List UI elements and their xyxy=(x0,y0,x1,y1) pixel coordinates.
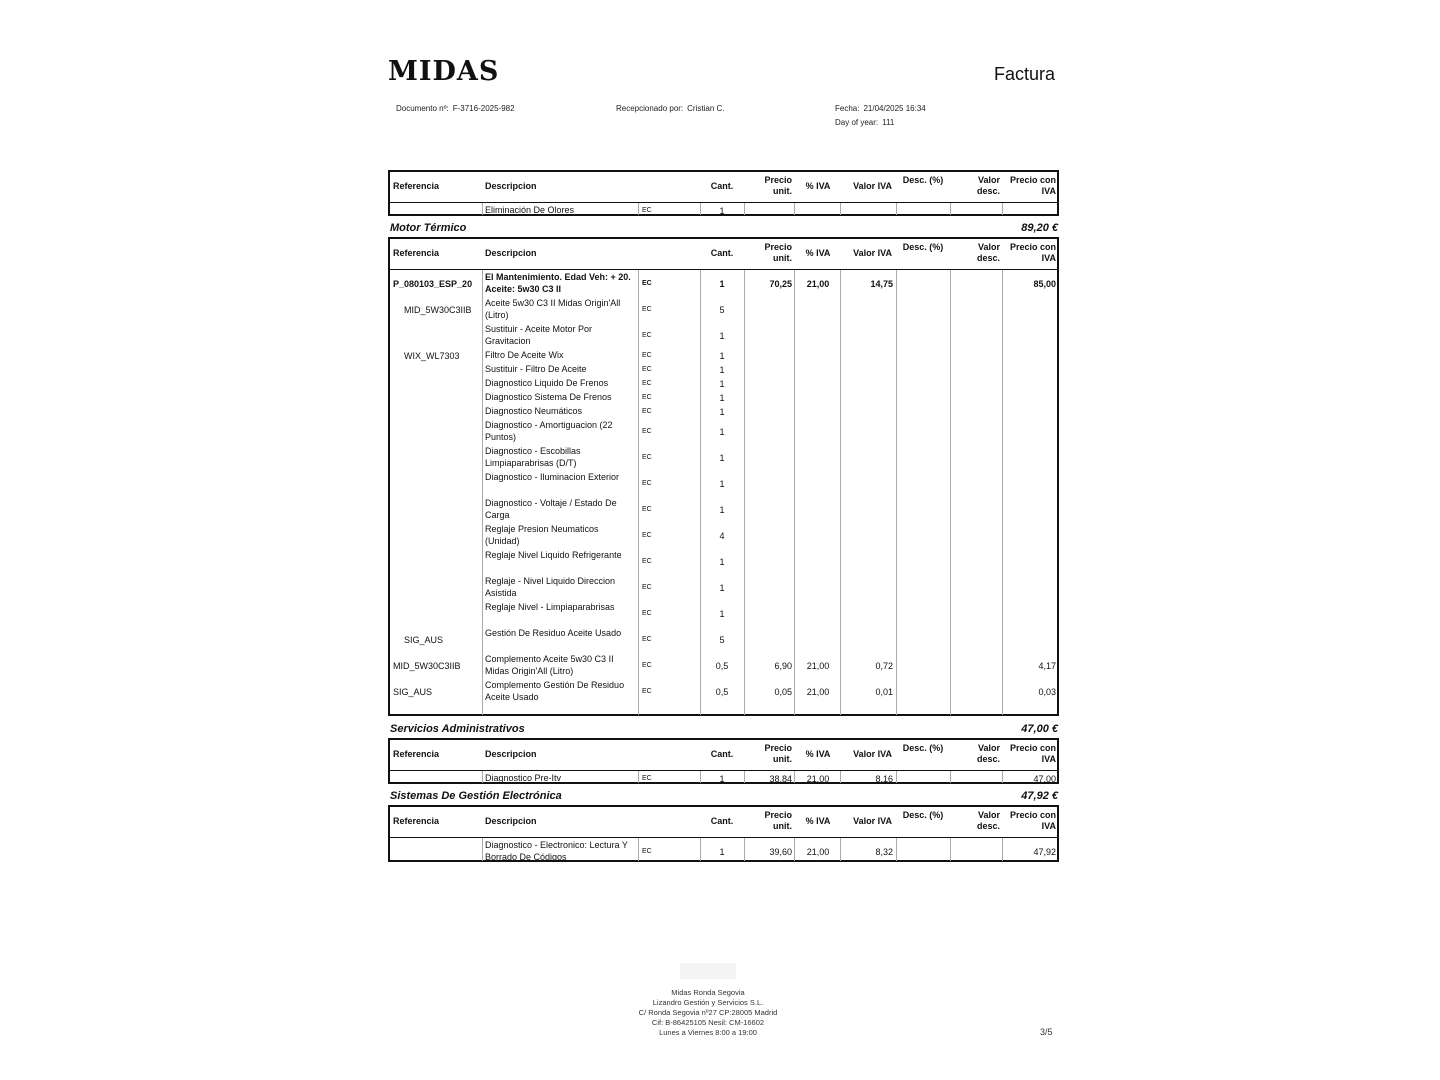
cell-qty: 1 xyxy=(719,774,725,784)
cell-pu: 0,05 xyxy=(774,687,792,697)
cell-qty: 1 xyxy=(719,453,725,463)
table-row xyxy=(390,497,1057,523)
table-row xyxy=(390,323,1057,349)
cell-qty: 1 xyxy=(719,393,725,403)
cell-ec: EC xyxy=(642,280,652,287)
cell-total: 85,00 xyxy=(1033,279,1056,289)
cell-desc: Sustituir - Filtro De Aceite xyxy=(485,364,587,374)
cell-desc: Aceite 5w30 C3 II Midas Origin'All (Litro) xyxy=(485,298,621,320)
table-row xyxy=(390,377,1057,391)
items-table-admin xyxy=(388,738,1059,784)
cell-desc: Reglaje Presion Neumaticos (Unidad) xyxy=(485,524,599,546)
table-body xyxy=(390,838,1057,861)
cell-ec: EC xyxy=(642,688,652,695)
column-header-vat-pct: % IVA xyxy=(805,749,831,759)
table-row xyxy=(390,679,1057,705)
cell-ref: WIX_WL7303 xyxy=(404,351,460,361)
cell-ec: EC xyxy=(642,207,652,214)
table-header xyxy=(390,807,1057,838)
cell-desc: Diagnostico - Escobillas Limpiaparabrisas (D/T) xyxy=(485,446,581,468)
column-header-vat-value: Valor IVA xyxy=(853,248,892,258)
column-header-total: Precio con IVA xyxy=(1009,810,1056,831)
cell-desc: Complemento Gestión De Residuo Aceite Usado xyxy=(485,680,625,702)
footer-line: Lunes a Viernes 8:00 a 19:00 xyxy=(659,1028,757,1037)
cell-qty: 1 xyxy=(719,351,725,361)
cell-qty: 1 xyxy=(719,331,725,341)
footer-address xyxy=(560,988,856,1038)
cell-qty: 1 xyxy=(719,365,725,375)
column-header-qty: Cant. xyxy=(710,749,734,759)
cell-ec: EC xyxy=(642,454,652,461)
cell-desc: Complemento Aceite 5w30 C3 II Midas Origin'All (Litro) xyxy=(485,654,614,676)
cell-qty: 1 xyxy=(719,379,725,389)
table-header xyxy=(390,239,1057,270)
column-header-vat-value: Valor IVA xyxy=(853,749,892,759)
column-header-unit-price: Precio unit. xyxy=(764,810,792,831)
invoice-date-label: Fecha: xyxy=(835,104,860,113)
cell-qty: 1 xyxy=(719,609,725,619)
cell-desc: Diagnostico - Amortiguacion (22 Puntos) xyxy=(485,420,613,442)
table-row xyxy=(390,297,1057,323)
table-row xyxy=(390,575,1057,601)
column-header-ref: Referencia xyxy=(393,181,440,191)
table-row xyxy=(390,627,1057,653)
cell-ec: EC xyxy=(642,610,652,617)
footer-line: C/ Ronda Segovia nº27 CP:28005 Madrid xyxy=(638,1008,778,1017)
cell-ref: MID_5W30C3IIB xyxy=(404,305,472,315)
cell-desc: Reglaje - Nivel Liquido Direccion Asistida xyxy=(485,576,616,598)
cell-qty: 1 xyxy=(719,206,725,216)
cell-ec: EC xyxy=(642,532,652,539)
cell-ec: EC xyxy=(642,506,652,513)
page-number: 3/5 xyxy=(1040,1027,1053,1037)
column-header-vat-value: Valor IVA xyxy=(853,181,892,191)
cell-pu: 6,90 xyxy=(774,661,792,671)
cell-qty: 1 xyxy=(719,557,725,567)
cell-ec: EC xyxy=(642,332,652,339)
cell-qty: 0,5 xyxy=(715,687,729,697)
invoice-date-value: 21/04/2025 16:34 xyxy=(863,104,926,113)
cell-viva: 0,72 xyxy=(875,661,893,671)
cell-total: 47,00 xyxy=(1033,774,1056,784)
received-by-value: Cristian C. xyxy=(687,104,725,113)
column-header-unit-price: Precio unit. xyxy=(764,242,792,263)
cell-ec: EC xyxy=(642,558,652,565)
table-row xyxy=(390,471,1057,497)
cell-ref: SIG_AUS xyxy=(404,635,444,645)
column-header-disc-value: Valor desc. xyxy=(976,242,1000,263)
section-total-admin: 47,00 € xyxy=(1021,723,1058,735)
footer-logo-watermark xyxy=(680,963,736,979)
cell-viva: 8,16 xyxy=(875,774,893,784)
cell-viva: 14,75 xyxy=(870,279,893,289)
cell-qty: 1 xyxy=(719,505,725,515)
cell-desc: Sustituir - Aceite Motor Por Gravitacion xyxy=(485,324,593,346)
cell-iva: 21,00 xyxy=(806,279,830,289)
cell-desc: El Mantenimiento. Edad Veh: + 20. Aceite: 5w30 C3 II xyxy=(485,272,631,294)
cell-iva: 21,00 xyxy=(806,774,830,784)
table-row xyxy=(390,653,1057,679)
table-body xyxy=(390,270,1057,715)
cell-iva: 21,00 xyxy=(806,847,830,857)
cell-iva: 21,00 xyxy=(806,687,830,697)
table-row xyxy=(390,204,1057,218)
column-header-total: Precio con IVA xyxy=(1009,175,1056,196)
cell-ec: EC xyxy=(642,366,652,373)
cell-desc: Eliminación De Olores xyxy=(485,205,575,215)
cell-qty: 1 xyxy=(719,407,725,417)
column-header-qty: Cant. xyxy=(710,248,734,258)
cell-desc: Reglaje Nivel - Limpiaparabrisas xyxy=(485,602,615,612)
cell-total: 47,92 xyxy=(1033,847,1056,857)
column-header-vat-pct: % IVA xyxy=(805,248,831,258)
cell-pu: 39,60 xyxy=(769,847,792,857)
table-row xyxy=(390,405,1057,419)
cell-ec: EC xyxy=(642,380,652,387)
section-total-motor: 89,20 € xyxy=(1021,222,1058,234)
cell-desc: Gestión De Residuo Aceite Usado xyxy=(485,628,622,638)
cell-pu: 38,84 xyxy=(769,774,792,784)
column-header-qty: Cant. xyxy=(710,816,734,826)
column-header-ref: Referencia xyxy=(393,749,440,759)
items-table-general xyxy=(388,170,1059,216)
cell-total: 0,03 xyxy=(1038,687,1056,697)
items-table-motor xyxy=(388,237,1059,716)
cell-ref: SIG_AUS xyxy=(393,687,433,697)
table-header xyxy=(390,172,1057,203)
column-header-disc-pct: Desc. (%) xyxy=(902,175,944,185)
table-row xyxy=(390,523,1057,549)
column-header-disc-pct: Desc. (%) xyxy=(902,242,944,252)
cell-qty: 5 xyxy=(719,305,725,315)
day-of-year-value: 111 xyxy=(882,118,895,127)
section-title-admin: Servicios Administrativos xyxy=(390,723,525,735)
cell-desc: Filtro De Aceite Wix xyxy=(485,350,564,360)
column-header-disc-value: Valor desc. xyxy=(976,743,1000,764)
table-row xyxy=(390,349,1057,363)
cell-desc: Reglaje Nivel Liquido Refrigerante xyxy=(485,550,622,560)
table-row xyxy=(390,549,1057,575)
cell-desc: Diagnostico - Iluminacion Exterior xyxy=(485,472,620,482)
cell-ec: EC xyxy=(642,848,652,855)
cell-desc: Diagnostico Sistema De Frenos xyxy=(485,392,612,402)
document-number-label: Documento nº: xyxy=(396,104,449,113)
day-of-year xyxy=(835,118,894,127)
table-row xyxy=(390,391,1057,405)
cell-desc: Diagnostico Liquido De Frenos xyxy=(485,378,609,388)
cell-iva: 21,00 xyxy=(806,661,830,671)
column-header-disc-pct: Desc. (%) xyxy=(902,743,944,753)
document-number-value: F-3716-2025-982 xyxy=(452,104,515,113)
cell-qty: 1 xyxy=(719,427,725,437)
items-table-electronic xyxy=(388,805,1059,862)
cell-desc: Diagnostico Neumáticos xyxy=(485,406,583,416)
column-header-qty: Cant. xyxy=(710,181,734,191)
day-of-year-label: Day of year: xyxy=(835,118,879,127)
section-title-motor: Motor Térmico xyxy=(390,222,467,234)
cell-qty: 1 xyxy=(719,847,725,857)
cell-desc: Diagnostico - Electronico: Lectura Y Borrado De Códigos xyxy=(485,840,628,862)
column-header-disc-value: Valor desc. xyxy=(976,810,1000,831)
column-header-vat-pct: % IVA xyxy=(805,816,831,826)
cell-ec: EC xyxy=(642,306,652,313)
cell-qty: 1 xyxy=(719,583,725,593)
table-header xyxy=(390,740,1057,771)
cell-qty: 1 xyxy=(719,279,725,289)
cell-ec: EC xyxy=(642,584,652,591)
footer-line: Cif: B-86425105 Nesil: CM-16602 xyxy=(651,1018,765,1027)
column-header-desc: Descripcion xyxy=(485,248,537,258)
section-title-electronic: Sistemas De Gestión Electrónica xyxy=(390,790,562,802)
column-header-ref: Referencia xyxy=(393,816,440,826)
column-header-total: Precio con IVA xyxy=(1009,242,1056,263)
cell-qty: 4 xyxy=(719,531,725,541)
column-header-ref: Referencia xyxy=(393,248,440,258)
cell-qty: 5 xyxy=(719,635,725,645)
table-row xyxy=(390,445,1057,471)
column-header-vat-pct: % IVA xyxy=(805,181,831,191)
cell-ec: EC xyxy=(642,480,652,487)
cell-total: 4,17 xyxy=(1038,661,1056,671)
cell-viva: 0,01 xyxy=(875,687,893,697)
column-header-total: Precio con IVA xyxy=(1009,743,1056,764)
cell-ec: EC xyxy=(642,394,652,401)
table-row xyxy=(390,601,1057,627)
table-body xyxy=(390,203,1057,215)
cell-ec: EC xyxy=(642,775,652,782)
cell-desc: Diagnostico - Voltaje / Estado De Carga xyxy=(485,498,617,520)
footer-line: Lizandro Gestión y Servicios S.L. xyxy=(652,998,764,1007)
table-row xyxy=(390,772,1057,786)
column-header-desc: Descripcion xyxy=(485,816,537,826)
cell-ec: EC xyxy=(642,428,652,435)
cell-ref: P_080103_ESP_20 xyxy=(393,279,473,289)
column-header-unit-price: Precio unit. xyxy=(764,175,792,196)
cell-qty: 0,5 xyxy=(715,661,729,671)
table-row xyxy=(390,419,1057,445)
table-body xyxy=(390,771,1057,783)
cell-viva: 8,32 xyxy=(875,847,893,857)
document-number xyxy=(396,104,515,113)
column-header-disc-pct: Desc. (%) xyxy=(902,810,944,820)
column-header-disc-value: Valor desc. xyxy=(976,175,1000,196)
cell-desc: Diagnostico Pre-Itv xyxy=(485,773,562,783)
cell-ec: EC xyxy=(642,662,652,669)
section-total-electronic: 47,92 € xyxy=(1021,790,1058,802)
received-by-label: Recepcionado por: xyxy=(616,104,684,113)
received-by xyxy=(616,104,725,113)
cell-ec: EC xyxy=(642,636,652,643)
invoice-date xyxy=(835,104,926,113)
midas-logo: MIDAS xyxy=(388,56,500,87)
cell-pu: 70,25 xyxy=(769,279,792,289)
cell-ec: EC xyxy=(642,408,652,415)
document-type-title: Factura xyxy=(994,64,1056,84)
table-row xyxy=(390,839,1057,865)
column-header-vat-value: Valor IVA xyxy=(853,816,892,826)
cell-ec: EC xyxy=(642,352,652,359)
footer-line: Midas Ronda Segovia xyxy=(671,988,745,997)
cell-ref: MID_5W30C3IIB xyxy=(393,661,461,671)
cell-qty: 1 xyxy=(719,479,725,489)
table-row xyxy=(390,271,1057,297)
column-header-unit-price: Precio unit. xyxy=(764,743,792,764)
column-header-desc: Descripcion xyxy=(485,181,537,191)
column-header-desc: Descripcion xyxy=(485,749,537,759)
table-row xyxy=(390,363,1057,377)
